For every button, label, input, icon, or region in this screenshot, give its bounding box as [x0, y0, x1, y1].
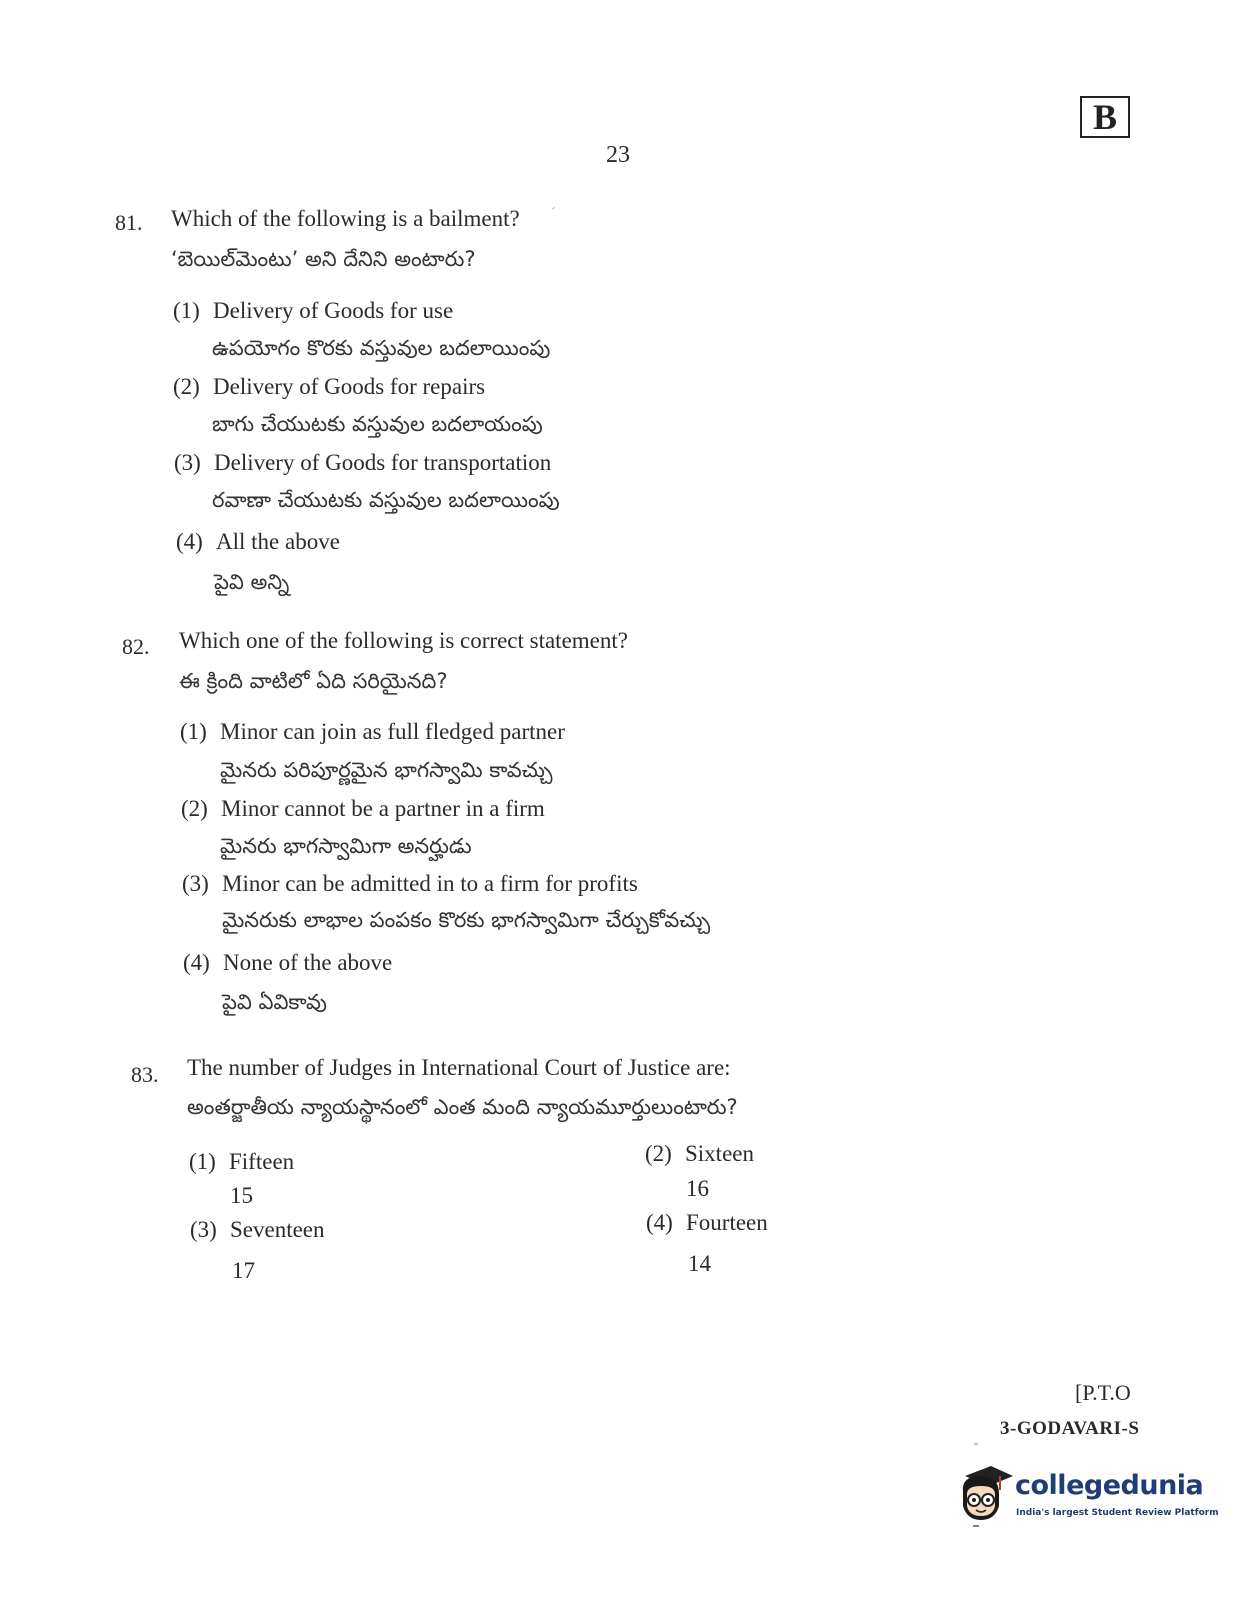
- option-number: (1): [189, 1149, 216, 1174]
- q83-option-3-value: 17: [232, 1258, 255, 1283]
- q82-option-3: [182, 871, 638, 897]
- logo-wordmark: collegedunia: [1015, 1470, 1204, 1501]
- option-text-en: Delivery of Goods for use: [213, 298, 454, 323]
- student-mascot-icon: [955, 1462, 1013, 1528]
- option-text-en: Minor can join as full fledged partner: [220, 719, 565, 744]
- option-text-en: Sixteen: [685, 1141, 754, 1166]
- option-text-en: Seventeen: [230, 1217, 325, 1242]
- q82-option-3-te: మైనరుకు లాభాల పంపకం కొరకు భాగస్వామిగా చేర్చుకోవచ్చు: [222, 908, 711, 932]
- q81-option-2: [173, 374, 485, 400]
- option-number: (1): [173, 298, 200, 323]
- stray-mark: ˊ: [551, 206, 556, 221]
- pto-marker: [P.T.O: [1075, 1380, 1131, 1405]
- q82-option-4-te: పైవి ఏవికావు: [222, 990, 327, 1014]
- option-text-en: Minor cannot be a partner in a firm: [221, 796, 545, 821]
- q83-option-4: [646, 1210, 768, 1236]
- q83-option-1-value: 15: [230, 1183, 253, 1208]
- q81-option-2-te: బాగు చేయుటకు వస్తువుల బదలాయంపు: [212, 412, 543, 436]
- set-code-box: B: [1080, 96, 1130, 138]
- question-82-text-en: Which one of the following is correct statement?: [179, 628, 628, 653]
- question-81-text-te: ‘బెయిల్‌మెంటు’ అని దేనిని అంటారు?: [171, 247, 476, 271]
- question-83-number: 83.: [131, 1062, 159, 1087]
- q81-option-4-te: పైవి అన్ని: [214, 570, 290, 594]
- collegedunia-logo: [955, 1462, 1219, 1532]
- booklet-code: 3-GODAVARI-S: [1000, 1418, 1140, 1439]
- option-text-en: Fourteen: [686, 1210, 768, 1235]
- question-83-text-en: The number of Judges in International Court of Justice are:: [187, 1055, 731, 1080]
- option-number: (4): [646, 1210, 673, 1235]
- q83-option-2-value: 16: [686, 1176, 709, 1201]
- option-text-en: None of the above: [223, 950, 393, 975]
- q82-option-4: [183, 950, 392, 976]
- question-81-number: 81.: [115, 210, 143, 235]
- option-number: (3): [182, 871, 209, 896]
- option-text-en: Minor can be admitted in to a firm for profits: [222, 871, 638, 896]
- option-number: (3): [190, 1217, 217, 1242]
- q82-option-1: [180, 719, 565, 745]
- q83-option-2: [645, 1141, 754, 1167]
- option-number: (4): [183, 950, 210, 975]
- q81-option-4: [176, 529, 340, 555]
- option-number: (2): [173, 374, 200, 399]
- option-text-en: All the above: [216, 529, 340, 554]
- page-number: 23: [606, 142, 630, 168]
- question-83-text-te: అంతర్జాతీయ న్యాయస్థానంలో ఎంత మంది న్యాయమూర్తులుంటారు?: [187, 1095, 738, 1119]
- option-number: (2): [181, 796, 208, 821]
- question-81-text-en: Which of the following is a bailment?: [171, 206, 520, 231]
- q82-option-2-te: మైనరు భాగస్వామిగా అనర్హుడు: [220, 834, 472, 858]
- option-number: (1): [180, 719, 207, 744]
- q83-option-3: [190, 1217, 325, 1243]
- q81-option-1-te: ఉపయోగం కొరకు వస్తువుల బదలాయింపు: [212, 336, 551, 360]
- q83-option-1: [189, 1149, 294, 1175]
- q82-option-2: [181, 796, 545, 822]
- option-number: (2): [645, 1141, 672, 1166]
- logo-tagline: India's largest Student Review Platform: [1016, 1508, 1219, 1518]
- q82-option-1-te: మైనరు పరిపూర్ణమైన భాగస్వామి కావచ్చు: [220, 758, 553, 782]
- option-number: (3): [174, 450, 201, 475]
- option-text-en: Delivery of Goods for transportation: [214, 450, 552, 475]
- q81-option-3: [174, 450, 551, 476]
- option-text-en: Fifteen: [229, 1149, 295, 1174]
- stray-dot: -: [974, 1436, 978, 1450]
- option-text-en: Delivery of Goods for repairs: [213, 374, 486, 399]
- question-82-number: 82.: [122, 634, 150, 659]
- q81-option-3-te: రవాణా చేయుటకు వస్తువుల బదలాయింపు: [212, 488, 560, 512]
- option-number: (4): [176, 529, 203, 554]
- q83-option-4-value: 14: [688, 1251, 711, 1276]
- question-82-text-te: ఈ క్రింది వాటిలో ఏది సరియైనది?: [179, 669, 448, 693]
- q81-option-1: [173, 298, 453, 324]
